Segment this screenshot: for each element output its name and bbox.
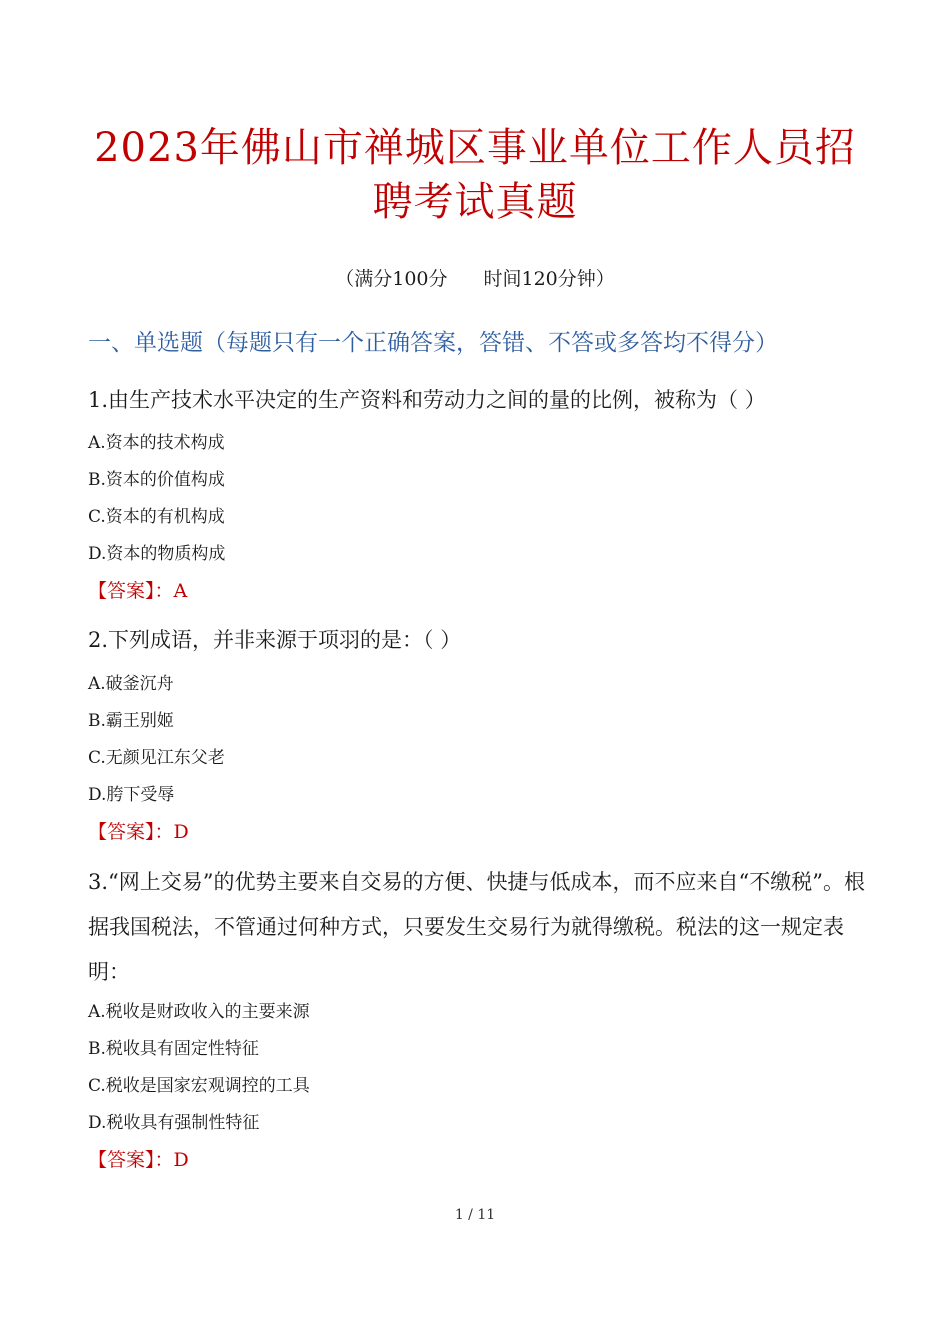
- question-stem-2: 2.下列成语，并非来源于项羽的是：（ ）: [88, 628, 462, 652]
- question-2-option-a: A.破釜沉舟: [88, 674, 174, 694]
- answer-value: A: [173, 580, 188, 602]
- document-title-line1: 2023年佛山市禅城区事业单位工作人员招: [94, 125, 856, 171]
- score-info: （满分100分: [335, 268, 448, 290]
- section-heading: 一、单选题（每题只有一个正确答案，答错、不答或多答均不得分）: [88, 330, 778, 356]
- question-1-option-a: A.资本的技术构成: [88, 433, 225, 453]
- question-2-option-b: B.霸王别姬: [88, 711, 174, 731]
- question-stem-3: 3.“网上交易”的优势主要来自交易的方便、快捷与低成本，而不应来自“不缴税”。根据我国税法，不管通过何种方式，只要发生交易行为就得缴税。税法的这一规定表明：: [88, 870, 865, 984]
- answer-label: 【答案】：: [88, 1149, 174, 1171]
- question-1-option-d: D.资本的物质构成: [88, 544, 226, 564]
- question-1-option-b: B.资本的价值构成: [88, 470, 225, 490]
- answer-value: D: [173, 1149, 189, 1171]
- question-3-option-d: D.税收具有强制性特征: [88, 1113, 260, 1133]
- question-3-option-a: A.税收是财政收入的主要来源: [88, 1002, 310, 1022]
- question-2-option-d: D.胯下受辱: [88, 785, 175, 805]
- document-title-line2: 聘考试真题: [372, 179, 578, 225]
- question-2-option-c: C.无颜见江东父老: [88, 748, 225, 768]
- question-1-answer: [88, 576, 187, 606]
- time-info: 时间120分钟）: [483, 268, 615, 290]
- answer-label: 【答案】：: [88, 821, 174, 843]
- question-3-option-c: C.税收是国家宏观调控的工具: [88, 1076, 310, 1096]
- question-stem-1: 1.由生产技术水平决定的生产资料和劳动力之间的量的比例，被称为（ ）: [88, 388, 766, 412]
- question-3-answer: [88, 1145, 189, 1175]
- question-3-option-b: B.税收具有固定性特征: [88, 1039, 259, 1059]
- exam-meta: [0, 264, 950, 294]
- answer-value: D: [173, 821, 189, 843]
- question-1-option-c: C.资本的有机构成: [88, 507, 225, 527]
- page-number: 1 / 11: [454, 1207, 496, 1223]
- answer-label: 【答案】：: [88, 580, 174, 602]
- question-2-answer: [88, 817, 189, 847]
